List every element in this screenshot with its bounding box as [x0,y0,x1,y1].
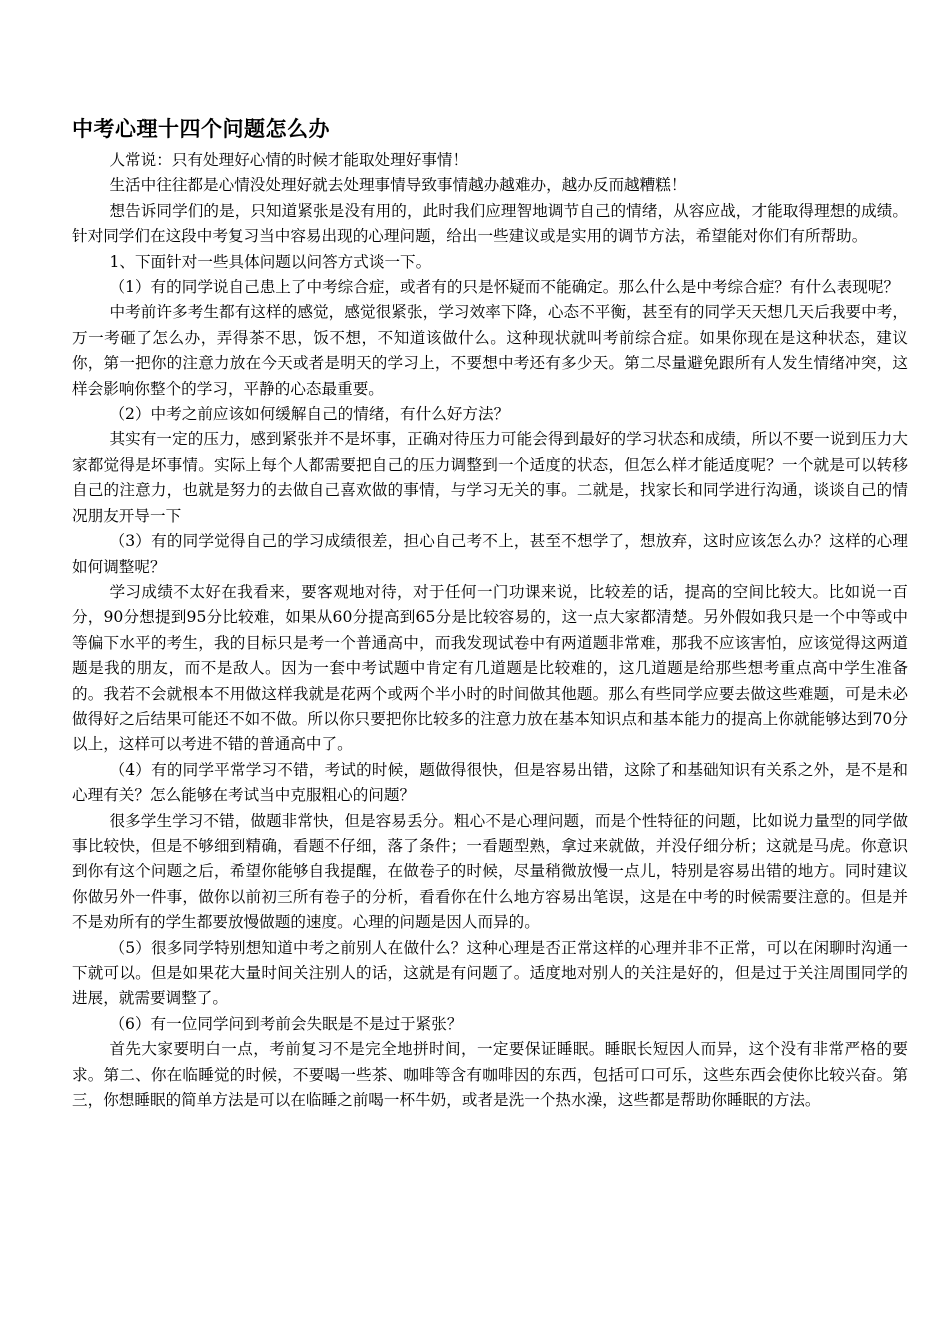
paragraph: （1）有的同学说自己患上了中考综合症，或者有的只是怀疑而不能确定。那么什么是中考综合症？有什么表现呢？ [109,278,900,297]
paragraph: （6）有一位同学问到考前会失眠是不是过于紧张？ [109,1014,463,1033]
paragraph: 人常说：只有处理好心情的时候才能取处理好事情！ [109,151,469,169]
paragraph: （2）中考之前应该如何缓解自己的情绪，有什么好方法？ [109,405,510,424]
document-title: 中考心理十四个问题怎么办 [72,117,330,141]
paragraph: 生活中往往都是心情没处理好就去处理事情导致事情越办越难办，越办反而越糟糕！ [109,176,687,195]
paragraph: 首先大家要明白一点，考前复习不是完全地拼时间，一定要保证睡眠。睡眠长短因人而异，这个没有非常严格的要求。第二、你在临睡觉的时候，不要喝一些茶、咖啡等含有咖啡因的东西，包括可口可乐，这些东西会使你比较兴奋。第三，你想睡眠的简单方法是可以在临睡之前喝一杯牛奶，或者是洗一个热水澡，这些都是帮助你睡眠的方法。 [72,1040,908,1110]
paragraph: 想告诉同学们的是，只知道紧张是没有用的，此时我们应理智地调节自己的情绪，从容应战，才能取得理想的成绩。针对同学们在这段中考复习当中容易出现的心理问题，给出一些建议或是实用的调节方法，希望能对你们有所帮助。 [72,201,908,246]
document-page [72,112,908,1113]
paragraph: 很多学生学习不错，做题非常快，但是容易丢分。粗心不是心理问题，而是个性特征的问题，比如说力量型的同学做事比较快，但是不够细到精确，看题不仔细，落了条件；一看题型熟，拿过来就做，并没仔细分析；这就是马虎。你意识到你有这个问题之后，希望你能够自我提醒，在做卷子的时候，尽量稍微放慢一点儿，特别是容易出错的地方。同时建议你做另外一件事，做你以前初三所有卷子的分析，看看你在什么地方容易出笔误，这是在中考的时候需要注意的。但是并不是劝所有的学生都要放慢做题的速度。心理的问题是因人而异的。 [72,811,908,932]
paragraph: （3）有的同学觉得自己的学习成绩很差，担心自己考不上，甚至不想学了，想放弃，这时应该怎么办？这样的心理如何调整呢？ [72,532,908,576]
paragraph: （4）有的同学平常学习不错，考试的时候，题做得很快，但是容易出错，这除了和基础知识有关系之外，是不是和心理有关？怎么能够在考试当中克服粗心的问题？ [72,760,908,805]
paragraph: 中考前许多考生都有这样的感觉，感觉很紧张，学习效率下降，心态不平衡，甚至有的同学天天想几天后我要中考，万一考砸了怎么办，弄得茶不思，饭不想，不知道该做什么。这种现状就叫考前综合症。如果你现在是这种状态，建议你，第一把你的注意力放在今天或者是明天的学习上，不要想中考还有多少天。第二尽量避免跟所有人发生情绪冲突，这样会影响你整个的学习，平静的心态最重要。 [72,303,908,398]
paragraph: （5）很多同学特别想知道中考之前别人在做什么？这种心理是否正常这样的心理并非不正常，可以在闲聊时沟通一下就可以。但是如果花大量时间关注别人的话，这就是有问题了。适度地对别人的关注是好的，但是过于关注周围同学的进展，就需要调整了。 [72,938,908,1008]
paragraph: 学习成绩不太好在我看来，要客观地对待，对于任何一门功课来说，比较差的话，提高的空间比较大。比如说一百分，90分想提到95分比较难，如果从60分提高到65分是比较容易的，这一点大家都清楚。另外假如我只是一个中等或中等偏下水平的考生，我的目标只是考一个普通高中，而我发现试卷中有两道题非常难，那我不应该害怕，应该觉得这两道题是我的朋友，而不是敌人。因为一套中考试题中肯定有几道题是比较难的，这几道题是给那些想考重点高中学生准备的。我若不会就根本不用做这样我就是花两个或两个半小时的时间做其他题。那么有些同学应要去做这些难题，可是未必做得好之后结果可能还不如不做。所以你只要把你比较多的注意力放在基本知识点和基本能力的提高上你就能够达到70分以上，这样可以考进不错的普通高中了。 [72,582,908,754]
paragraph: 其实有一定的压力，感到紧张并不是坏事，正确对待压力可能会得到最好的学习状态和成绩，所以不要一说到压力大家都觉得是坏事情。实际上每个人都需要把自己的压力调整到一个适度的状态，但怎么样才能适度呢？一个就是可以转移自己的注意力，也就是努力的去做自己喜欢做的事情，与学习无关的事。二就是，找家长和同学进行沟通，谈谈自己的情况朋友开导一下 [72,430,908,525]
paragraph: 1、下面针对一些具体问题以问答方式谈一下。 [109,252,432,271]
